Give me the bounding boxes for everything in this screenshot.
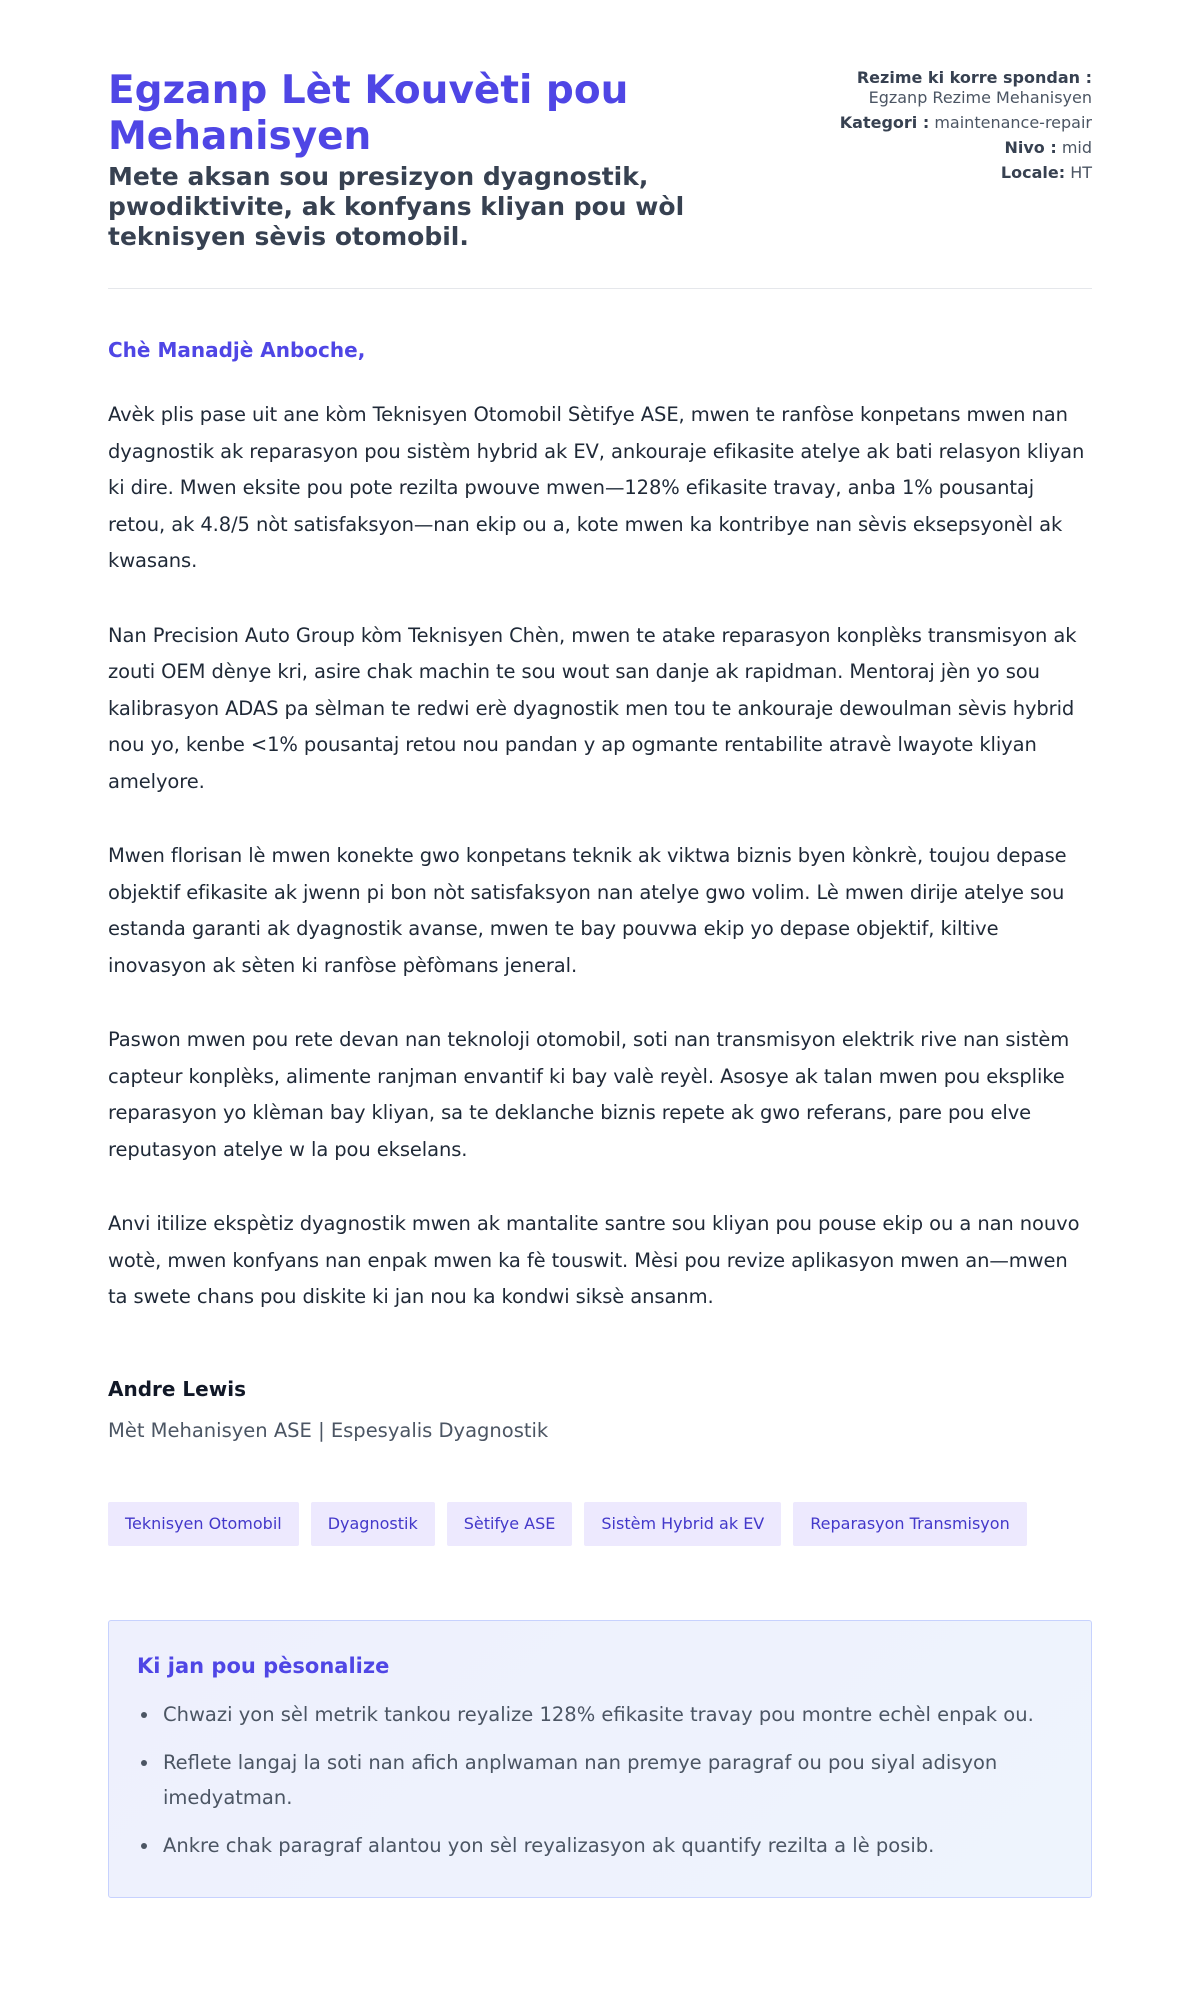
tips-list-item [137,1745,1063,1815]
letter-salutation: Chè Manadjè Anboche, [108,338,366,362]
customization-tips-box [108,1620,1092,1898]
page-title: Egzanp Lèt Kouvèti pou Mehanisyen [108,68,629,159]
tip-text: Reflete langaj la soti nan afich anplwaman nan premye paragraf ou pou siyal adisyon imedyatman. [163,1750,998,1809]
tip-text: Ankre chak paragraf alantou yon sèl reyalizasyon ak quantify rezilta a lè posib. [163,1833,935,1857]
letter-body [108,289,1092,1444]
meta-value: mid [1061,138,1092,157]
letter-paragraph-3: Mwen florisan lè mwen konekte gwo konpetans teknik ak viktwa biznis byen kònkrè, toujou depase objektif efikasite ak jwenn pi bon nòt satisfaksyon nan atelye gwo volim. Lè mwen dirije atelye sou estanda garanti ak dyagnostik avanse, mwen te bay pouvwa ekip yo depase objektif, kiltive inovasyon ak sèten ki ranfòse pèfòmans jeneral. [108,844,1067,977]
tag-chip: Teknisyen Otomobil [108,1502,299,1546]
meta-level [832,138,1092,158]
document-meta [832,68,1092,188]
bullet-icon [141,1760,147,1766]
meta-matching-resume [832,68,1092,108]
letter-paragraph-4: Paswon mwen pou rete devan nan teknoloji otomobil, soti nan transmisyon elektrik rive nan sistèm capteur konplèks, alimente ranjman envantif ki bay valè reyèl. Asosye ak talan mwen pou eksplike reparasyon yo klèman bay kliyan, sa te deklanche biznis repete ak gwo referans, pare pou elve reputasyon atelye w la pou ekselans. [108,1028,1070,1161]
bullet-icon [141,1843,147,1849]
tag-chip: Reparasyon Transmisyon [793,1502,1026,1546]
tips-list [137,1697,1063,1863]
letter-paragraph-2: Nan Precision Auto Group kòm Teknisyen Chèn, mwen te atake reparasyon konplèks transmisyon ak zouti OEM dènye kri, asire chak machin te sou wout san danje ak rapidman. Mentoraj jèn yo sou kalibrasyon ADAS pa sèlman te redwi erè dyagnostik men tou te ankouraje dewoulman sèvis hybrid nou yo, kenbe <1% pousantaj retou nou pandan y ap ogmante rentabilite atravè lwayote kliyan amelyore. [108,623,1077,793]
tag-chip: Sètifye ASE [447,1502,573,1546]
letter-signature [108,1376,1092,1444]
signature-name: Andre Lewis [108,1376,246,1401]
tag-list [108,1502,1092,1546]
meta-key: Nivo : [1004,138,1057,157]
letter-paragraph-5: Anvi itilize ekspètiz dyagnostik mwen ak mantalite santre sou kliyan pou pouse ekip ou a nan nouvo wotè, mwen konfyans nan enpak mwen ka fè touswit. Mèsi pou revize aplikasyon mwen an—mwen ta swete chans pou diskite ki jan nou ka kondwi siksè ansanm. [108,1212,1080,1308]
meta-value: maintenance-repair [934,113,1092,132]
signature-title: Mèt Mehanisyen ASE | Espesyalis Dyagnostik [108,1418,549,1442]
meta-value: HT [1070,163,1092,182]
bullet-icon [141,1712,147,1718]
letter-paragraph-1: Avèk plis pase uit ane kòm Teknisyen Otomobil Sètifye ASE, mwen te ranfòse konpetans mwen nan dyagnostik ak reparasyon pou sistèm hybrid ak EV, ankouraje efikasite atelye ak bati relasyon kliyan ki dire. Mwen eksite pou pote rezilta pwouve mwen—128% efikasite travay, anba 1% pousantaj retou, ak 4.8/5 nòt satisfaksyon—nan ekip ou a, kote mwen ka kontribye nan sèvis eksepsyonèl ak kwasans. [108,403,1085,572]
meta-value: Egzanp Rezime Mehanisyen [868,88,1092,107]
tips-list-item [137,1697,1063,1732]
meta-key: Kategori : [839,113,930,132]
tag-chip: Dyagnostik [311,1502,435,1546]
meta-key: Locale: [1000,163,1066,182]
tag-chip: Sistèm Hybrid ak EV [584,1502,781,1546]
meta-category [832,113,1092,133]
document-header [108,68,1092,289]
tip-text: Chwazi yon sèl metrik tankou reyalize 128% efikasite travay pou montre echèl enpak ou. [163,1702,1034,1726]
page-subtitle: Mete aksan sou presizyon dyagnostik, pwodiktivite, ak konfyans kliyan pou wòl teknisyen sèvis otomobil. [108,162,685,251]
tips-list-item [137,1828,1063,1863]
meta-locale [832,163,1092,183]
tips-title: Ki jan pou pèsonalize [137,1653,390,1678]
meta-key: Rezime ki korre spondan : [856,68,1092,87]
header-title-block [108,68,748,252]
